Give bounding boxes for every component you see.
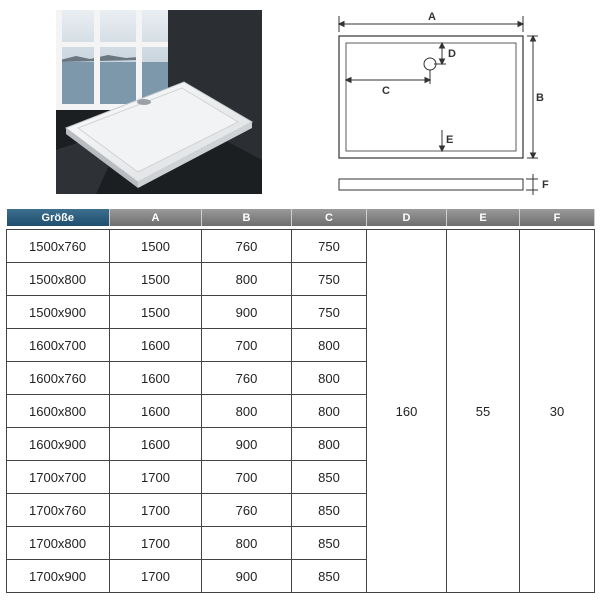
header-a: A xyxy=(110,209,202,226)
label-c: C xyxy=(382,85,390,97)
cell-size: 1700x700 xyxy=(7,461,110,494)
cell-c: 800 xyxy=(292,329,367,362)
cell-c: 850 xyxy=(292,560,367,593)
cell-b: 760 xyxy=(202,494,292,527)
cell-a: 1500 xyxy=(110,230,202,263)
cell-b: 700 xyxy=(202,461,292,494)
header-size: Größe xyxy=(7,209,110,226)
cell-size: 1700x760 xyxy=(7,494,110,527)
header-e: E xyxy=(447,209,520,226)
cell-b: 900 xyxy=(202,296,292,329)
cell-a: 1600 xyxy=(110,395,202,428)
cell-c: 850 xyxy=(292,461,367,494)
header-b: B xyxy=(202,209,292,226)
cell-c: 800 xyxy=(292,362,367,395)
cell-size: 1600x900 xyxy=(7,428,110,461)
cell-size: 1600x700 xyxy=(7,329,110,362)
cell-b: 900 xyxy=(202,428,292,461)
cell-b: 760 xyxy=(202,362,292,395)
cell-size: 1600x760 xyxy=(7,362,110,395)
size-table xyxy=(6,209,595,593)
cell-f-shared: 30 xyxy=(520,230,595,593)
header-f: F xyxy=(520,209,595,226)
cell-a: 1700 xyxy=(110,461,202,494)
cell-a: 1700 xyxy=(110,560,202,593)
cell-size: 1500x760 xyxy=(7,230,110,263)
cell-d-shared: 160 xyxy=(367,230,447,593)
cell-b: 800 xyxy=(202,263,292,296)
table-row xyxy=(7,230,595,263)
cell-size: 1600x800 xyxy=(7,395,110,428)
product-photo xyxy=(56,10,262,194)
cell-size: 1500x900 xyxy=(7,296,110,329)
cell-b: 800 xyxy=(202,395,292,428)
cell-a: 1700 xyxy=(110,527,202,560)
label-e: E xyxy=(446,134,454,146)
cell-c: 800 xyxy=(292,428,367,461)
cell-e-shared: 55 xyxy=(447,230,520,593)
cell-a: 1700 xyxy=(110,494,202,527)
cell-c: 750 xyxy=(292,296,367,329)
header-d: D xyxy=(367,209,447,226)
cell-a: 1500 xyxy=(110,296,202,329)
cell-size: 1500x800 xyxy=(7,263,110,296)
cell-b: 900 xyxy=(202,560,292,593)
cell-a: 1600 xyxy=(110,428,202,461)
cell-b: 700 xyxy=(202,329,292,362)
label-d: D xyxy=(448,48,456,60)
cell-c: 750 xyxy=(292,263,367,296)
label-a: A xyxy=(428,11,436,23)
cell-c: 850 xyxy=(292,527,367,560)
table-header-row xyxy=(7,209,595,226)
cell-a: 1600 xyxy=(110,329,202,362)
cell-c: 850 xyxy=(292,494,367,527)
cell-a: 1500 xyxy=(110,263,202,296)
cell-a: 1600 xyxy=(110,362,202,395)
dimension-diagram xyxy=(330,8,590,200)
label-b: B xyxy=(536,92,544,104)
cell-b: 760 xyxy=(202,230,292,263)
header-c: C xyxy=(292,209,367,226)
cell-size: 1700x800 xyxy=(7,527,110,560)
cell-b: 800 xyxy=(202,527,292,560)
cell-c: 750 xyxy=(292,230,367,263)
label-f: F xyxy=(542,179,549,191)
cell-c: 800 xyxy=(292,395,367,428)
cell-size: 1700x900 xyxy=(7,560,110,593)
